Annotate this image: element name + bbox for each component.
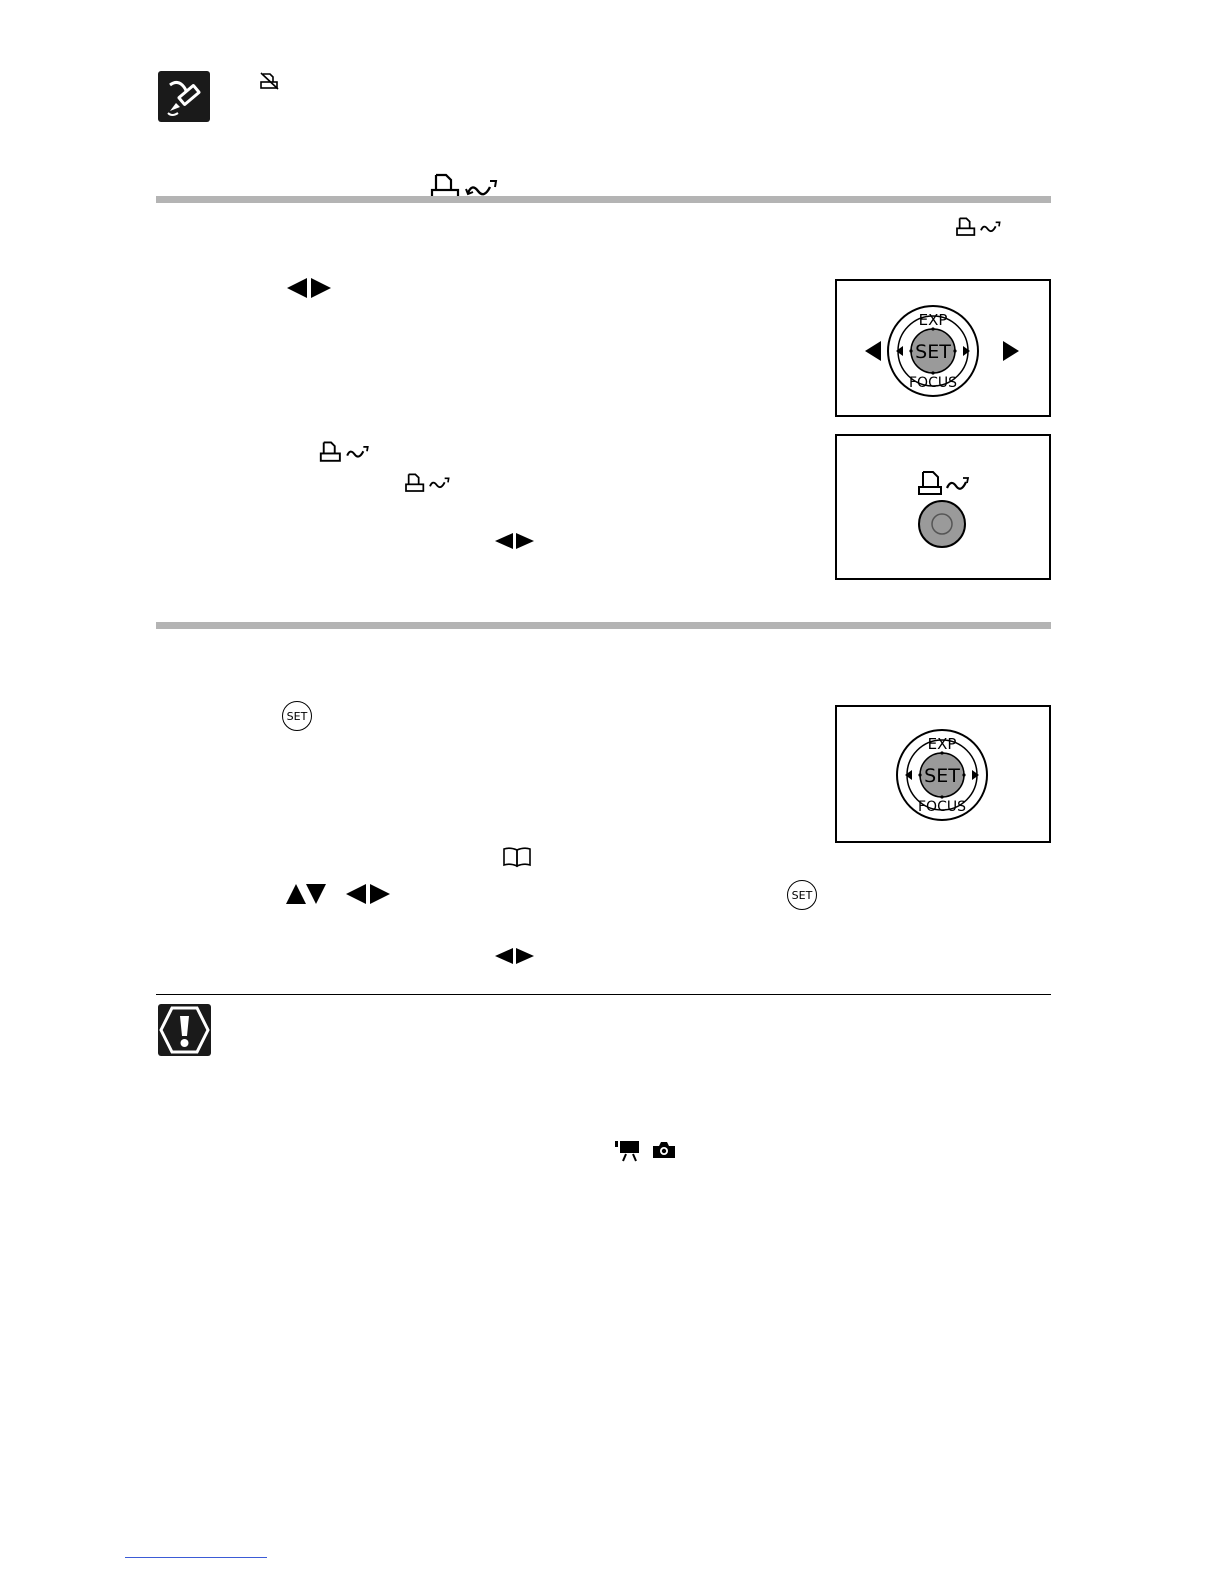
left-right-arrows-icon (287, 278, 331, 298)
joystick-set-label-2: SET (924, 765, 960, 787)
joystick-exp-label-2: EXP (927, 735, 957, 753)
footer-link-underline[interactable] (125, 1557, 267, 1558)
print-share-icon-inline-3 (403, 473, 453, 493)
set-button-icon-2: SET (787, 880, 817, 910)
set-button-icon: SET (282, 701, 312, 731)
section-rule-2 (156, 622, 1051, 629)
left-right-arrows-icon-4 (495, 948, 534, 964)
print-share-icon-inline-2 (318, 441, 372, 463)
joystick-exp-label: EXP (918, 311, 948, 329)
print-share-icon-inline-1 (955, 217, 1003, 237)
caution-exclamation-icon (158, 1004, 211, 1056)
movie-camera-icon (615, 1140, 641, 1162)
book-reference-icon (502, 846, 532, 868)
print-disabled-icon (260, 72, 280, 90)
note-pencil-icon (158, 71, 210, 122)
still-camera-icon (652, 1141, 676, 1159)
print-share-button-figure (835, 434, 1051, 580)
left-right-arrows-icon-2 (495, 533, 534, 549)
joystick-set-label: SET (915, 341, 951, 363)
section-rule-1 (156, 196, 1051, 203)
left-right-arrows-icon-3 (346, 884, 390, 904)
caution-rule (156, 994, 1051, 995)
joystick-figure-2 (835, 705, 1051, 843)
joystick-focus-label-2: FOCUS (918, 799, 966, 815)
joystick-focus-label: FOCUS (909, 375, 957, 391)
up-down-arrows-icon (286, 884, 326, 904)
joystick-figure-1 (835, 279, 1051, 417)
